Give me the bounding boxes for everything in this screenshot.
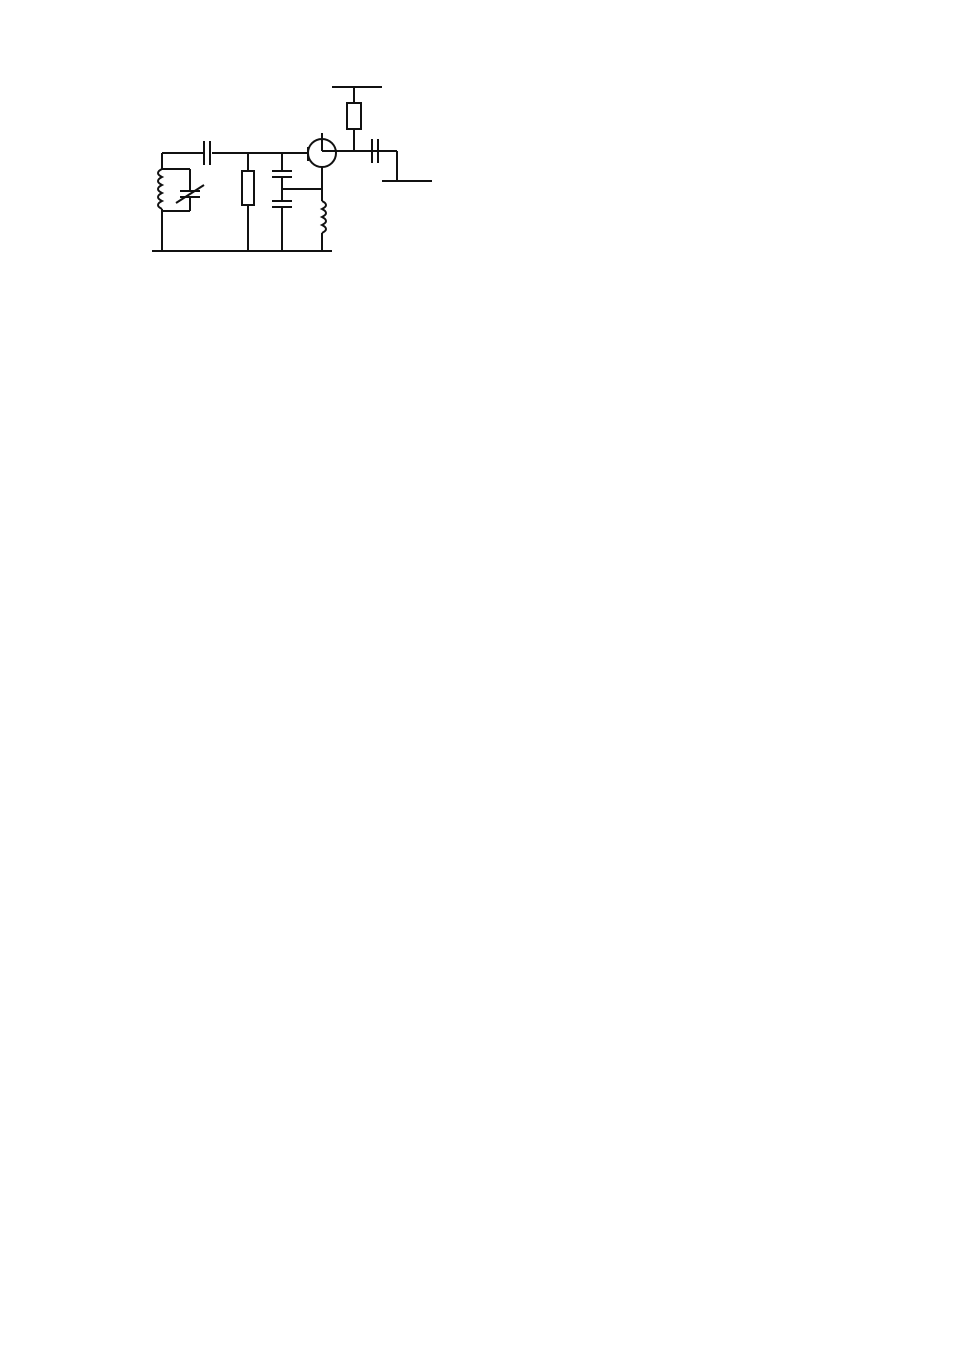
circuit-diagram — [132, 51, 472, 269]
figure-colpitts — [0, 49, 960, 269]
circuit-schematic — [132, 51, 472, 269]
document-page — [0, 0, 960, 269]
